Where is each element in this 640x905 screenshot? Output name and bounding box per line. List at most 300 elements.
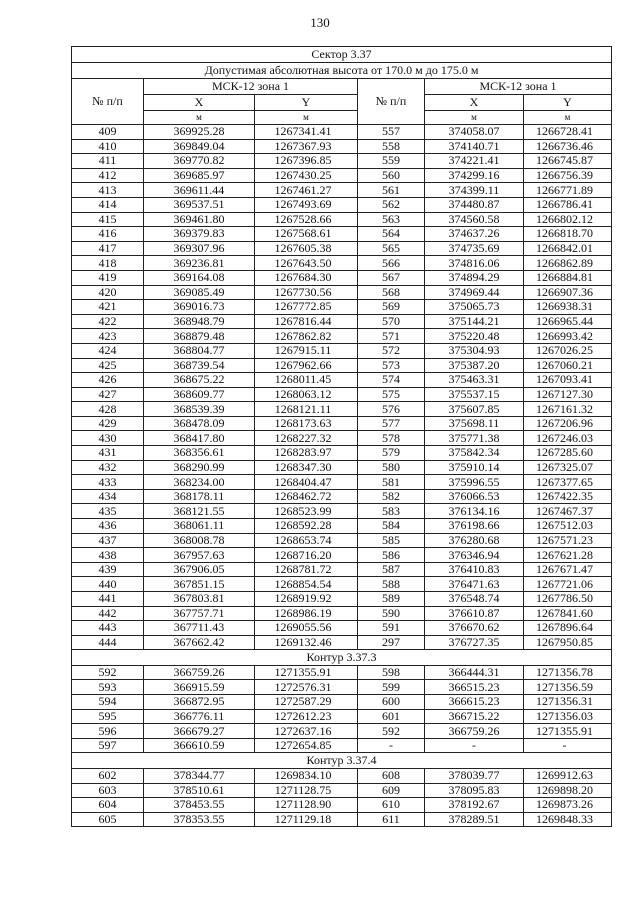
contour-header [72,650,612,666]
y-right: 1271355.91 [524,724,612,739]
y-left: 1269055.56 [255,621,358,636]
unit-x-left: м [144,111,255,125]
x-left: 369537.51 [144,197,255,212]
y-left: 1267962.66 [255,358,358,373]
y-left: 1268347.30 [255,460,358,475]
unit-y-right: м [524,111,612,125]
x-left: 378353.55 [144,812,255,827]
point-num-right: 600 [358,695,425,710]
point-num-right: 591 [358,621,425,636]
point-num-right: 568 [358,285,425,300]
table-row [72,431,612,446]
point-num-left: 604 [72,798,144,813]
y-right: 1266786.41 [524,197,612,212]
point-num-right: 611 [358,812,425,827]
point-num-right: 582 [358,489,425,504]
contour-title: Контур 3.37.3 [72,650,612,666]
point-num-right: 599 [358,680,425,695]
point-num-right: 601 [358,709,425,724]
y-left: 1272576.31 [255,680,358,695]
height-range: Допустимая абсолютная высота от 170.0 м до 175.0 м [72,63,612,79]
y-right: 1266745.87 [524,154,612,169]
x-left: 369016.73 [144,300,255,315]
x-right: 376198.66 [425,519,524,534]
point-num-right: 592 [358,724,425,739]
x-left: 369461.80 [144,212,255,227]
table-row [72,680,612,695]
x-right: 375065.73 [425,300,524,315]
point-num-right: 598 [358,665,425,680]
x-left: 369849.04 [144,139,255,154]
point-num-left: 440 [72,577,144,592]
y-right: 1266728.41 [524,125,612,140]
x-left: 368121.55 [144,504,255,519]
y-right: 1271356.59 [524,680,612,695]
point-num-left: 420 [72,285,144,300]
table-row [72,812,612,827]
y-left: 1268716.20 [255,548,358,563]
point-num-right: 608 [358,768,425,783]
table-row [72,300,612,315]
x-left: 369085.49 [144,285,255,300]
table-row [72,519,612,534]
y-right: 1271356.78 [524,665,612,680]
table-row [72,256,612,271]
col-num-left: № п/п [72,79,144,125]
x-left: 366679.27 [144,724,255,739]
point-num-left: 603 [72,783,144,798]
point-num-left: 593 [72,680,144,695]
point-num-left: 442 [72,606,144,621]
point-num-right: 588 [358,577,425,592]
table-row [72,183,612,198]
x-left: 367757.71 [144,606,255,621]
y-right: 1267161.32 [524,402,612,417]
table-row [72,285,612,300]
x-left: 368008.78 [144,533,255,548]
x-right: 378192.67 [425,798,524,813]
x-right: 376346.94 [425,548,524,563]
point-num-left: 417 [72,241,144,256]
point-num-right: 581 [358,475,425,490]
point-num-right: 610 [358,798,425,813]
point-num-right: 571 [358,329,425,344]
table-row [72,798,612,813]
x-left: 367662.42 [144,635,255,650]
x-right: 374735.69 [425,241,524,256]
point-num-right: 567 [358,270,425,285]
x-right: 375607.85 [425,402,524,417]
point-num-left: 409 [72,125,144,140]
x-left: 368478.09 [144,416,255,431]
y-left: 1267684.30 [255,270,358,285]
point-num-right: 564 [358,227,425,242]
y-left: 1267915.11 [255,343,358,358]
table-row [72,373,612,388]
point-num-right: 560 [358,168,425,183]
coordinates-table [71,46,612,827]
x-left: 378453.55 [144,798,255,813]
x-left: 369611.44 [144,183,255,198]
point-num-left: 422 [72,314,144,329]
y-right: 1267127.30 [524,387,612,402]
point-num-left: 410 [72,139,144,154]
x-right: 376066.53 [425,489,524,504]
table-row [72,592,612,607]
unit-y-left: м [255,111,358,125]
x-left: 369236.81 [144,256,255,271]
sector-title: Сектор 3.37 [72,47,612,63]
y-right: 1267671.47 [524,562,612,577]
point-num-right: 577 [358,416,425,431]
table-row [72,577,612,592]
point-num-left: 438 [72,548,144,563]
y-left: 1268173.63 [255,416,358,431]
x-left: 367711.43 [144,621,255,636]
table-row [72,343,612,358]
point-num-left: 437 [72,533,144,548]
y-right: 1266965.44 [524,314,612,329]
x-left: 368061.11 [144,519,255,534]
x-right: 375537.15 [425,387,524,402]
point-num-left: 414 [72,197,144,212]
point-num-left: 597 [72,738,144,753]
x-left: 366776.11 [144,709,255,724]
x-right: 376134.16 [425,504,524,519]
y-left: 1268592.28 [255,519,358,534]
y-left: 1269132.46 [255,635,358,650]
x-right: 374140.71 [425,139,524,154]
table-row [72,270,612,285]
contour-title: Контур 3.37.4 [72,753,612,769]
x-left: 366915.59 [144,680,255,695]
x-left: 378344.77 [144,768,255,783]
table-row [72,416,612,431]
zone-label-left: МСК-12 зона 1 [144,79,358,95]
y-left: 1267367.93 [255,139,358,154]
point-num-right: 585 [358,533,425,548]
y-right: 1267422.35 [524,489,612,504]
x-right: 375698.11 [425,416,524,431]
point-num-left: 443 [72,621,144,636]
x-right: 374969.44 [425,285,524,300]
y-right: 1266993.42 [524,329,612,344]
point-num-right: 574 [358,373,425,388]
point-num-left: 592 [72,665,144,680]
point-num-right: 566 [358,256,425,271]
point-num-left: 412 [72,168,144,183]
y-right: 1266862.89 [524,256,612,271]
point-num-left: 434 [72,489,144,504]
y-right: 1269912.63 [524,768,612,783]
col-num-right: № п/п [358,79,425,125]
table-row [72,709,612,724]
point-num-left: 411 [72,154,144,169]
table-row [72,154,612,169]
y-right: 1266736.46 [524,139,612,154]
point-num-left: 421 [72,300,144,315]
x-left: 366872.95 [144,695,255,710]
x-left: 368417.80 [144,431,255,446]
x-left: 368609.77 [144,387,255,402]
x-left: 367957.63 [144,548,255,563]
x-left: 368290.99 [144,460,255,475]
x-left: 368356.61 [144,446,255,461]
y-right: 1267206.96 [524,416,612,431]
x-left: 368804.77 [144,343,255,358]
point-num-left: 435 [72,504,144,519]
table-row [72,212,612,227]
x-right: 374637.26 [425,227,524,242]
point-num-right: 578 [358,431,425,446]
point-num-right: 562 [358,197,425,212]
y-left: 1268462.72 [255,489,358,504]
y-left: 1267430.25 [255,168,358,183]
point-num-left: 425 [72,358,144,373]
point-num-left: 432 [72,460,144,475]
y-right: 1271356.31 [524,695,612,710]
point-num-right: 569 [358,300,425,315]
y-right: 1266842.01 [524,241,612,256]
y-left: 1267493.69 [255,197,358,212]
x-right: 374299.16 [425,168,524,183]
table-row [72,504,612,519]
y-right: 1271356.03 [524,709,612,724]
point-num-left: 428 [72,402,144,417]
table-row [72,227,612,242]
x-right: 374058.07 [425,125,524,140]
point-num-left: 416 [72,227,144,242]
point-num-left: 426 [72,373,144,388]
table-row [72,562,612,577]
table-row [72,783,612,798]
x-right: 374221.41 [425,154,524,169]
table-row [72,387,612,402]
x-right: 378095.83 [425,783,524,798]
x-left: 369164.08 [144,270,255,285]
y-right: 1266884.81 [524,270,612,285]
x-left: 368879.48 [144,329,255,344]
x-left: 366759.26 [144,665,255,680]
x-right: 374399.11 [425,183,524,198]
x-left: 367803.81 [144,592,255,607]
table-row [72,768,612,783]
x-right: 376670.62 [425,621,524,636]
x-right: 375220.48 [425,329,524,344]
y-left: 1268227.32 [255,431,358,446]
point-num-right: 590 [358,606,425,621]
y-right: 1267621.28 [524,548,612,563]
y-left: 1268653.74 [255,533,358,548]
point-num-left: 427 [72,387,144,402]
point-num-left: 431 [72,446,144,461]
x-left: 367851.15 [144,577,255,592]
table-row [72,314,612,329]
point-num-left: 419 [72,270,144,285]
point-num-left: 413 [72,183,144,198]
y-right: 1267325.07 [524,460,612,475]
x-left: 369925.28 [144,125,255,140]
x-left: 368675.22 [144,373,255,388]
y-right: 1267377.65 [524,475,612,490]
x-right: 374894.29 [425,270,524,285]
point-num-right: 579 [358,446,425,461]
point-num-right: 575 [358,387,425,402]
y-left: 1271129.18 [255,812,358,827]
x-left: 368539.39 [144,402,255,417]
y-right: 1266938.31 [524,300,612,315]
point-num-right: 580 [358,460,425,475]
y-left: 1269834.10 [255,768,358,783]
x-right: 375387.20 [425,358,524,373]
y-right: 1267950.85 [524,635,612,650]
x-right: 375910.14 [425,460,524,475]
table-row [72,635,612,650]
x-right: 366444.31 [425,665,524,680]
x-right: 366615.23 [425,695,524,710]
table-row [72,460,612,475]
y-right: 1266756.39 [524,168,612,183]
y-right: 1267467.37 [524,504,612,519]
point-num-right: 559 [358,154,425,169]
x-left: 368739.54 [144,358,255,373]
x-left: 378510.61 [144,783,255,798]
table-row [72,695,612,710]
y-left: 1272637.16 [255,724,358,739]
table-row [72,139,612,154]
point-num-right: 563 [358,212,425,227]
table-row [72,606,612,621]
point-num-left: 439 [72,562,144,577]
col-x-left: X [144,95,255,111]
y-left: 1267396.85 [255,154,358,169]
point-num-right: 572 [358,343,425,358]
point-num-right: 576 [358,402,425,417]
table-row [72,724,612,739]
point-num-right: - [358,738,425,753]
table-row [72,329,612,344]
col-x-right: X [425,95,524,111]
point-num-right: 570 [358,314,425,329]
point-num-left: 424 [72,343,144,358]
y-right: 1269848.33 [524,812,612,827]
y-right: 1267246.03 [524,431,612,446]
point-num-left: 596 [72,724,144,739]
y-left: 1267730.56 [255,285,358,300]
y-left: 1267816.44 [255,314,358,329]
table-row [72,738,612,753]
page-number: 130 [310,15,330,30]
y-right: 1267721.06 [524,577,612,592]
y-right: 1266907.36 [524,285,612,300]
y-right: 1267571.23 [524,533,612,548]
y-right: 1267512.03 [524,519,612,534]
y-left: 1272612.23 [255,709,358,724]
point-num-right: 297 [358,635,425,650]
point-num-right: 557 [358,125,425,140]
point-num-left: 436 [72,519,144,534]
x-left: 369685.97 [144,168,255,183]
y-left: 1267862.82 [255,329,358,344]
x-left: 366610.59 [144,738,255,753]
y-left: 1268523.99 [255,504,358,519]
y-right: 1267285.60 [524,446,612,461]
x-right: 375304.93 [425,343,524,358]
x-right: 374816.06 [425,256,524,271]
point-num-right: 587 [358,562,425,577]
y-right: 1266771.89 [524,183,612,198]
point-num-left: 602 [72,768,144,783]
y-left: 1272654.85 [255,738,358,753]
point-num-left: 594 [72,695,144,710]
y-left: 1267568.61 [255,227,358,242]
table-row [72,197,612,212]
y-left: 1267341.41 [255,125,358,140]
point-num-right: 584 [358,519,425,534]
point-num-right: 589 [358,592,425,607]
y-left: 1268919.92 [255,592,358,607]
x-right: 376727.35 [425,635,524,650]
point-num-right: 586 [358,548,425,563]
table-row [72,475,612,490]
y-left: 1268283.97 [255,446,358,461]
y-left: 1267605.38 [255,241,358,256]
x-right: 366515.23 [425,680,524,695]
y-left: 1271355.91 [255,665,358,680]
x-right: 376410.83 [425,562,524,577]
x-left: 368234.00 [144,475,255,490]
x-right: 376610.87 [425,606,524,621]
point-num-right: 583 [358,504,425,519]
point-num-left: 595 [72,709,144,724]
y-right: 1266802.12 [524,212,612,227]
x-right: 374480.87 [425,197,524,212]
point-num-right: 565 [358,241,425,256]
x-right: 366759.26 [425,724,524,739]
x-left: 369770.82 [144,154,255,169]
x-right: 376548.74 [425,592,524,607]
y-left: 1268854.54 [255,577,358,592]
x-right: 366715.22 [425,709,524,724]
x-right: 375144.21 [425,314,524,329]
x-left: 367906.05 [144,562,255,577]
x-right: 374560.58 [425,212,524,227]
table-row [72,533,612,548]
point-num-left: 605 [72,812,144,827]
x-right: 375463.31 [425,373,524,388]
x-right: 376471.63 [425,577,524,592]
y-left: 1272587.29 [255,695,358,710]
y-right: 1267026.25 [524,343,612,358]
x-right: 378289.51 [425,812,524,827]
y-left: 1271128.75 [255,783,358,798]
unit-x-right: м [425,111,524,125]
x-left: 368948.79 [144,314,255,329]
y-right: 1267786.50 [524,592,612,607]
point-num-left: 441 [72,592,144,607]
x-right: 375996.55 [425,475,524,490]
point-num-right: 561 [358,183,425,198]
table-row [72,358,612,373]
point-num-right: 558 [358,139,425,154]
point-num-left: 429 [72,416,144,431]
point-num-left: 444 [72,635,144,650]
y-right: - [524,738,612,753]
y-right: 1269898.20 [524,783,612,798]
y-right: 1267093.41 [524,373,612,388]
y-left: 1268781.72 [255,562,358,577]
y-left: 1268404.47 [255,475,358,490]
